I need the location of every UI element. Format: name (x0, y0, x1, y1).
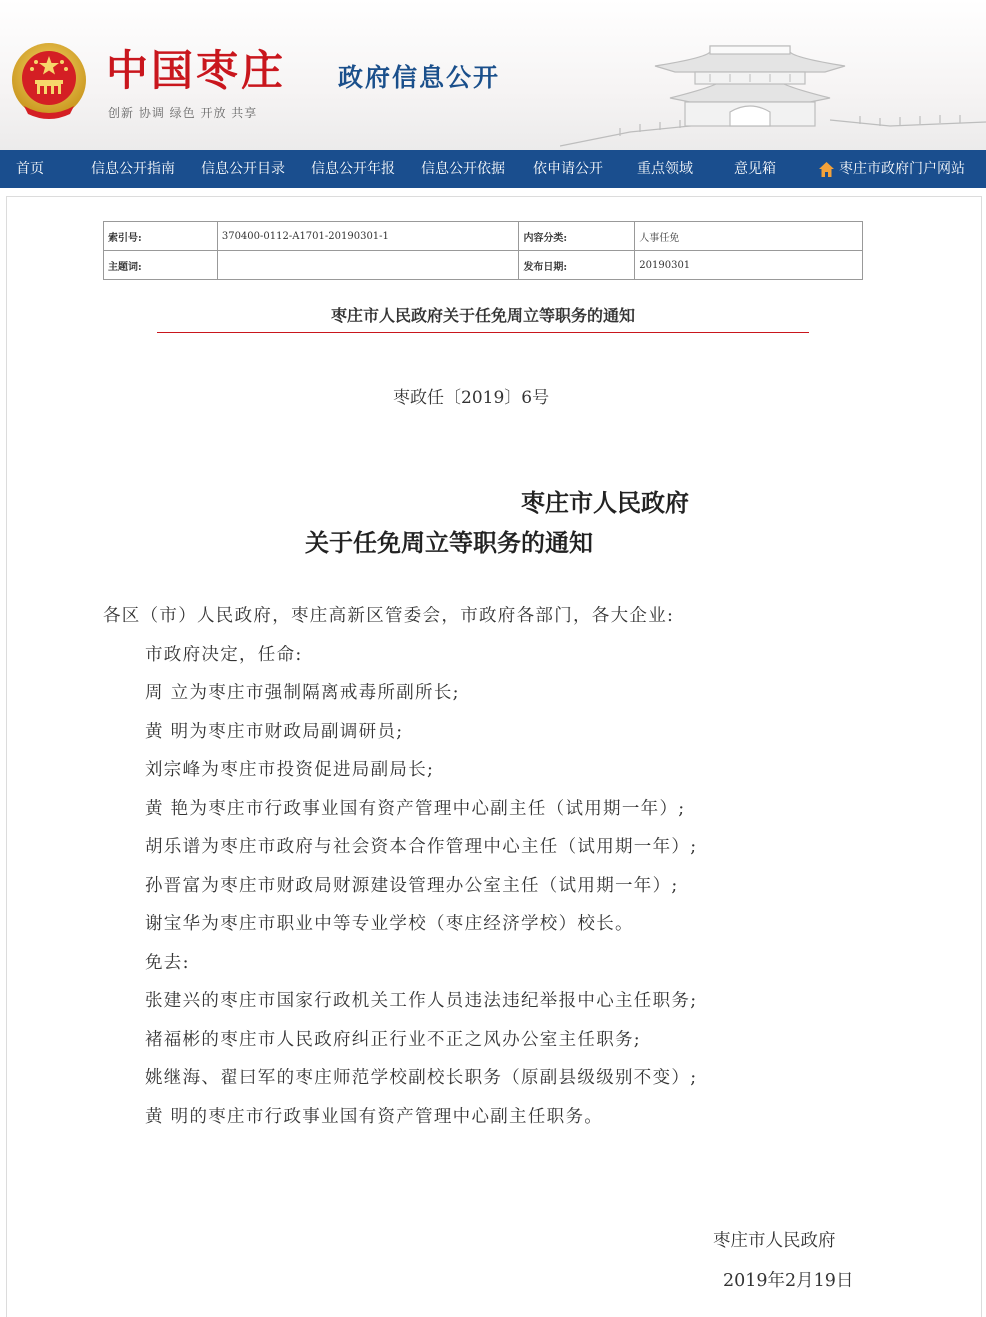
nav-item-feedback[interactable]: 意见箱 (734, 161, 776, 177)
section-title: 政府信息公开 (338, 63, 501, 92)
nav-item-home[interactable]: 首页 (16, 161, 44, 177)
document-meta-table (103, 221, 863, 280)
nav-item-annual-report[interactable]: 信息公开年报 (311, 161, 395, 177)
document-title-line2: 关于任免周立等职务的通知 (305, 528, 593, 557)
heading-divider (157, 332, 809, 333)
paragraph: 姚继海、翟曰军的枣庄师范学校副校长职务（原副县级级别不变）; (145, 1068, 698, 1088)
city-gate-illustration (560, 28, 986, 150)
nav-item-basis[interactable]: 信息公开依据 (421, 161, 505, 177)
meta-date-label: 发布日期: (519, 251, 635, 280)
national-emblem-icon (10, 40, 88, 124)
meta-index-value: 370400-0112-A1701-20190301-1 (217, 222, 519, 251)
meta-category-label: 内容分类: (519, 222, 635, 251)
document-heading: 枣庄市人民政府关于任免周立等职务的通知 (330, 306, 635, 325)
home-icon (818, 161, 835, 178)
paragraph: 免去: (145, 952, 190, 973)
paragraph: 孙晋富为枣庄市财政局财源建设管理办公室主任（试用期一年）; (145, 875, 679, 896)
meta-subject-value (217, 251, 519, 280)
site-header (0, 0, 986, 150)
paragraph: 刘宗峰为枣庄市投资促进局副局长; (145, 760, 435, 780)
site-name: 中国枣庄 (106, 46, 287, 95)
meta-category-value: 人事任免 (635, 222, 863, 251)
paragraph: 黄 明的枣庄市行政事业国有资产管理中心副主任职务。 (145, 1106, 604, 1127)
nav-item-request[interactable]: 依申请公开 (533, 161, 603, 177)
nav-item-catalog[interactable]: 信息公开目录 (201, 161, 285, 177)
paragraph: 褚福彬的枣庄市人民政府纠正行业不正之风办公室主任职务; (145, 1029, 641, 1050)
content-panel (6, 196, 982, 1317)
document-sign-date: 2019年2月19日 (723, 1271, 854, 1291)
meta-row (104, 222, 863, 251)
meta-row (104, 251, 863, 280)
paragraph: 黄 明为枣庄市财政局副调研员; (145, 721, 404, 742)
portal-link[interactable] (818, 150, 965, 188)
meta-date-value: 20190301 (635, 251, 863, 280)
paragraph: 张建兴的枣庄市国家行政机关工作人员违法违纪举报中心主任职务; (145, 991, 698, 1011)
nav-item-guide[interactable]: 信息公开指南 (91, 161, 175, 177)
paragraph: 市政府决定，任命: (145, 644, 303, 665)
site-slogan: 创新 协调 绿色 开放 共享 (108, 106, 258, 120)
meta-subject-label: 主题词: (104, 251, 218, 280)
paragraph: 谢宝华为枣庄市职业中等专业学校（枣庄经济学校）校长。 (145, 914, 634, 934)
main-nav (0, 150, 986, 188)
document-number: 枣政任〔2019〕6号 (393, 388, 550, 408)
document-signer: 枣庄市人民政府 (713, 1231, 836, 1251)
document-title-line1: 枣庄市人民政府 (521, 488, 689, 517)
paragraph: 黄 艳为枣庄市行政事业国有资产管理中心副主任（试用期一年）; (145, 798, 686, 819)
portal-link-label: 枣庄市政府门户网站 (839, 161, 965, 177)
salutation: 各区（市）人民政府，枣庄高新区管委会，市政府各部门，各大企业: (103, 606, 675, 626)
meta-index-label: 索引号: (104, 222, 218, 251)
document-body (103, 597, 943, 1136)
paragraph: 周 立为枣庄市强制隔离戒毒所副所长; (145, 683, 460, 703)
paragraph: 胡乐谱为枣庄市政府与社会资本合作管理中心主任（试用期一年）; (145, 837, 698, 857)
nav-item-key-areas[interactable]: 重点领域 (637, 161, 693, 177)
